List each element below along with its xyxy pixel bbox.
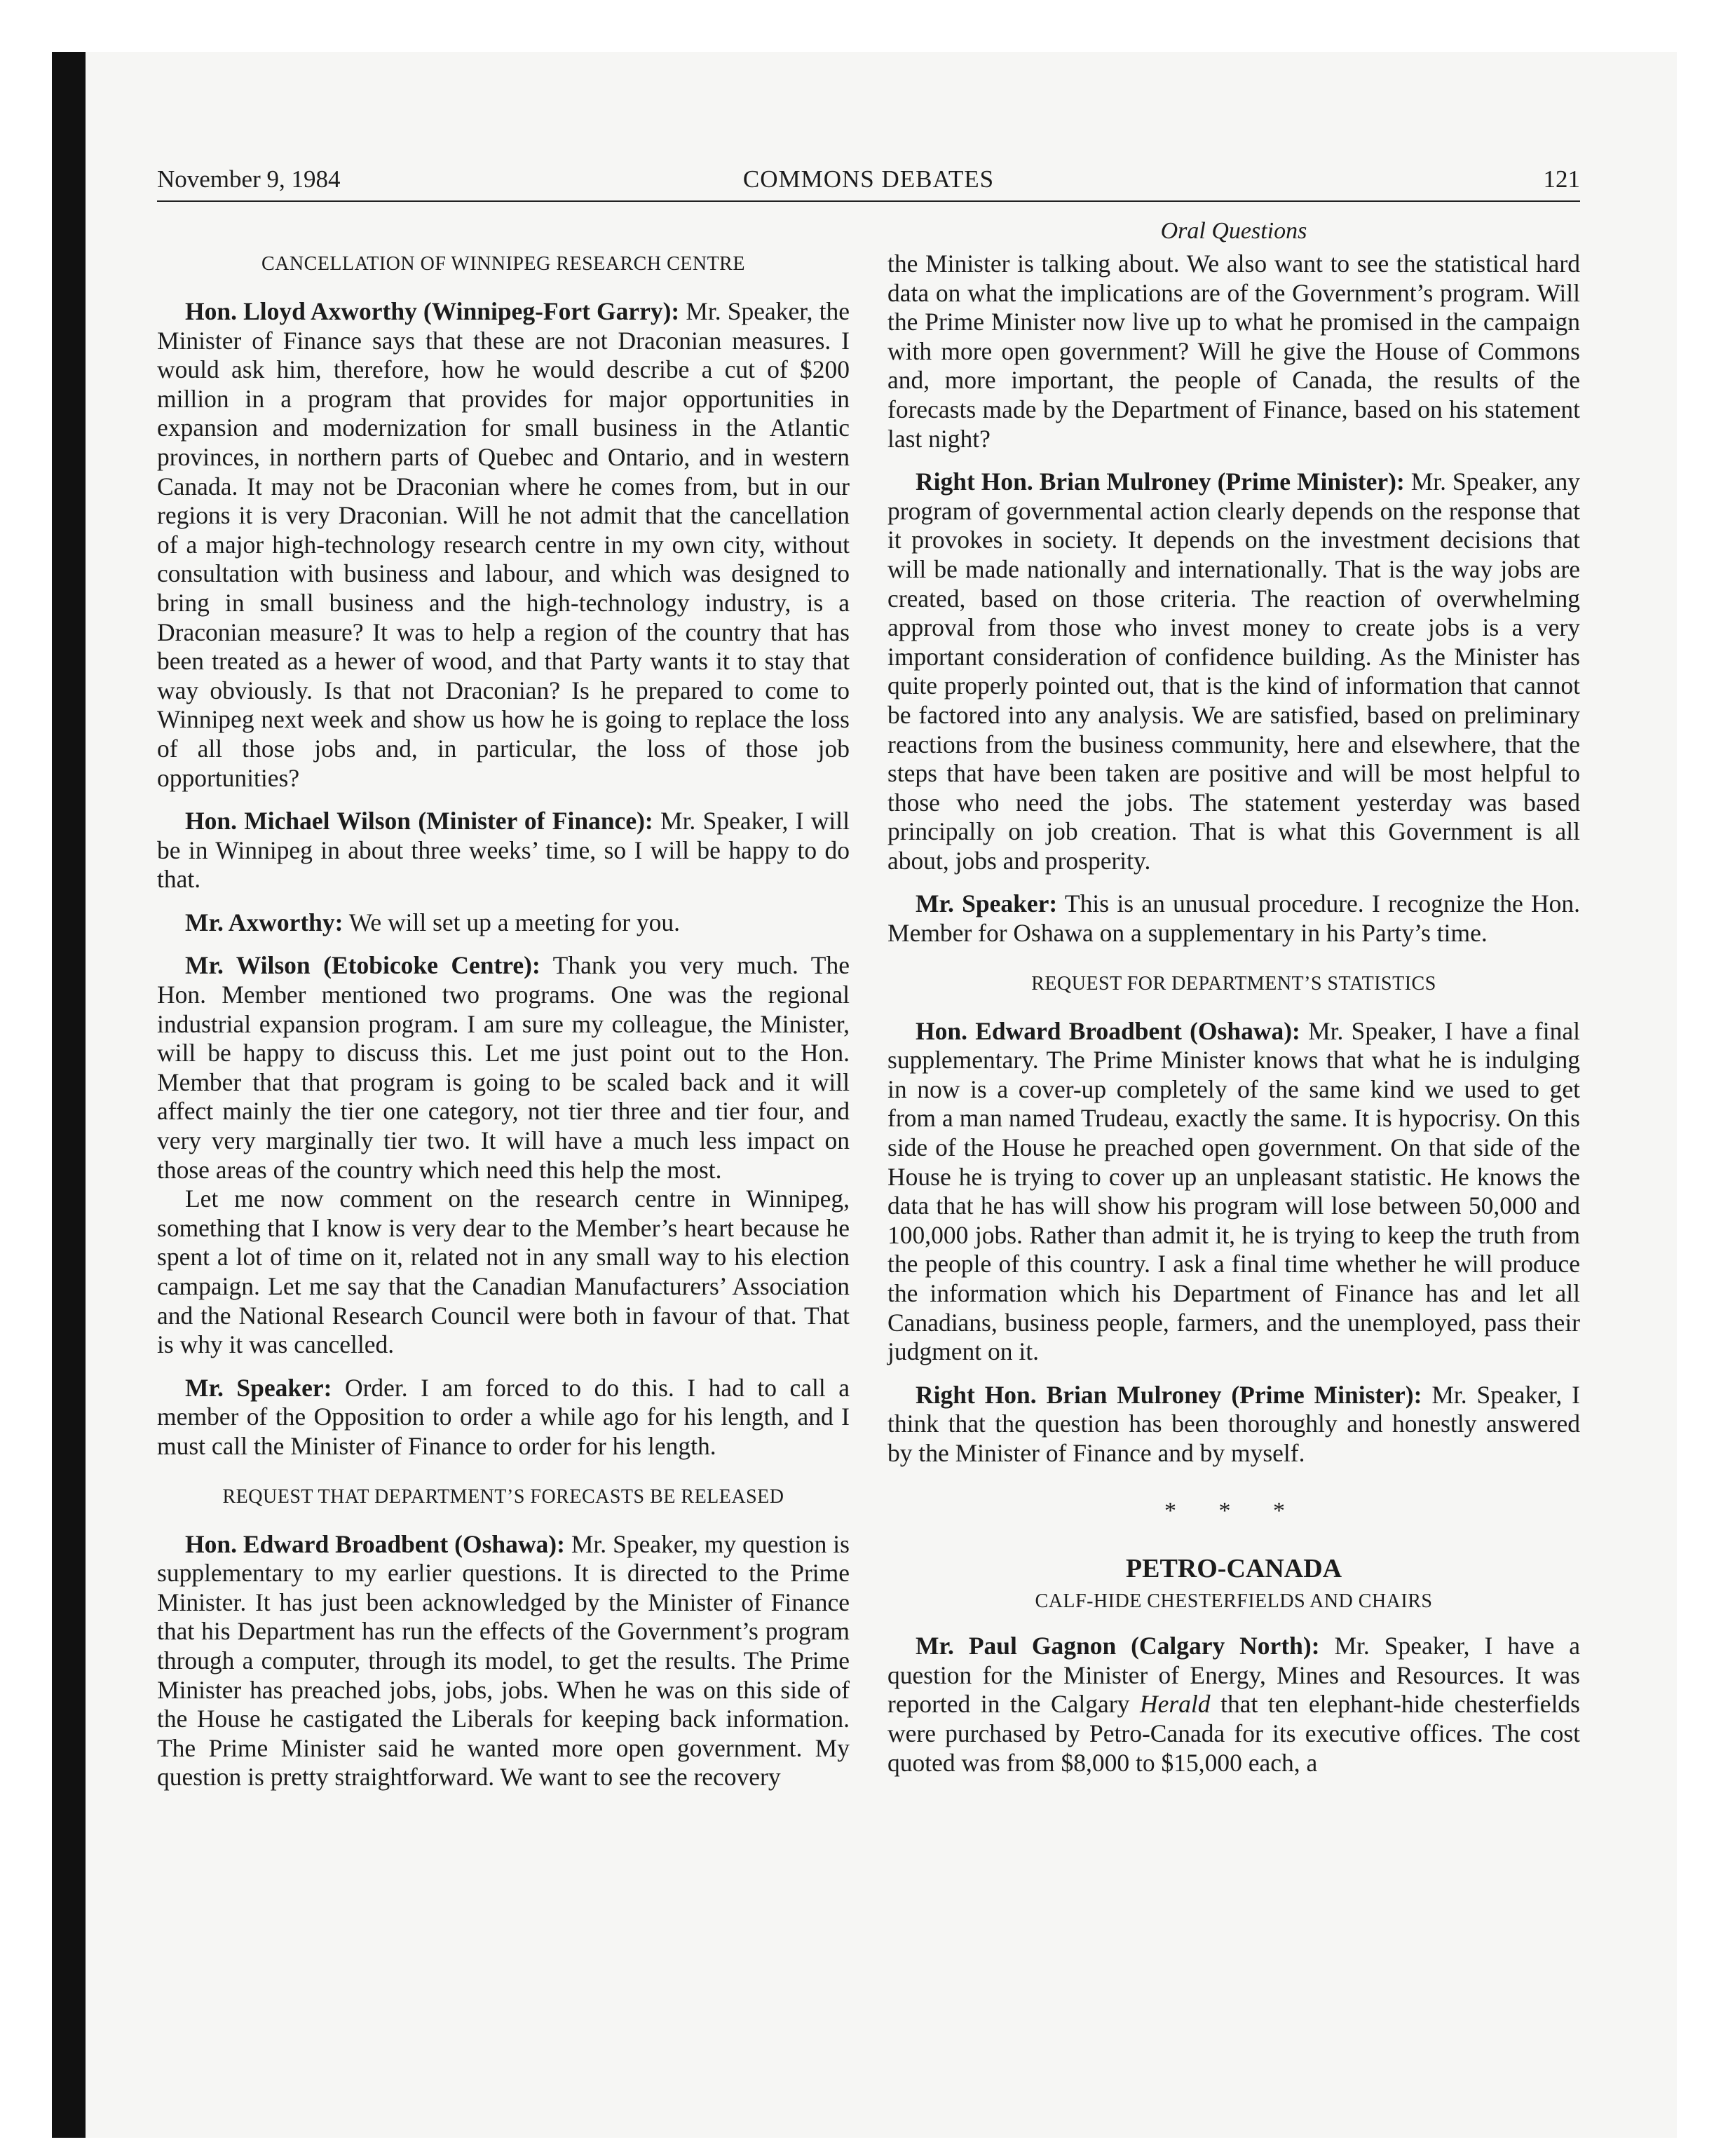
section-heading: REQUEST THAT DEPARTMENT’S FORECASTS BE RELEASED: [222, 1485, 784, 1508]
speech-text: Mr. Speaker, I will be in Winnipeg in about three weeks’ time, so I will be happy to do that.: [157, 807, 850, 894]
speech-text: Mr. Speaker, my question is supplementary to my earlier questions. It is directed to the Prime Minister. It has just been acknowledged by the Minister of Finance that his Department has run the effects of the Government’s program through a computer, through its model, to get the results. The Prime Minister has preached jobs, jobs, jobs. When he was on this side of the House he castigated the Liberals for keeping back information. The Prime Minister said he wanted more open government. My question is pretty straightforward. We want to see the recovery: [157, 1529, 850, 1792]
speech-paragraph: [887, 250, 1580, 453]
speech-paragraph: [887, 1017, 1580, 1367]
speaker-name: Mr. Paul Gagnon (Calgary North):: [916, 1632, 1320, 1660]
section-heading: CALF-HIDE CHESTERFIELDS AND CHAIRS: [1035, 1590, 1433, 1613]
section-heading: REQUEST FOR DEPARTMENT’S STATISTICS: [1031, 972, 1436, 995]
speech-text: Mr. Speaker, I have a question for the Minister of Energy, Mines and Resources. It was reported in the Calgary: [887, 1632, 1580, 1719]
running-head: Oral Questions: [1160, 218, 1307, 244]
speech-text: This is an unusual procedure. I recognize the Hon. Member for Oshawa on a supplementary in his Party’s time.: [887, 889, 1581, 948]
speech-paragraph: [157, 908, 850, 938]
speech-text: Order. I am forced to do this. I had to call a member of the Opposition to order a while ago for his length, and I must call the Minister of Finance to order for his length.: [157, 1373, 850, 1460]
page-number: 121: [1543, 165, 1580, 193]
speech-paragraph: [157, 1530, 850, 1792]
speech-paragraph: [157, 951, 850, 1185]
speaker-name: Mr. Speaker:: [916, 889, 1058, 918]
speaker-name: Mr. Axworthy:: [185, 908, 343, 936]
publication-name: Herald: [1139, 1690, 1211, 1719]
speaker-name: Right Hon. Brian Mulroney (Prime Minister):: [916, 468, 1405, 496]
header-title: COMMONS DEBATES: [742, 165, 995, 193]
speaker-name: Mr. Speaker:: [185, 1373, 332, 1402]
speech-paragraph: [887, 1632, 1580, 1778]
header-date: November 9, 1984: [157, 165, 341, 193]
speech-text: Mr. Speaker, I have a final supplementary. The Prime Minister knows that what he is indulging in now is a cover-up completely of the same kind we used to get from a man named Trudeau, exactly the same. It is hypocrisy. On this side of the House he preached open government. On that side of the House he is trying to cover up an unpleasant statistic. He knows the data that he has will show his program will lose between 50,000 and 100,000 jobs. Rather than admit it, he is trying to keep the truth from the people of this country. I ask a final time whether he will produce the information which his Department of Finance has and let all Canadians, business people, farmers, and the unemployed, pass their judgment on it.: [887, 1016, 1580, 1366]
speech-text: Let me now comment on the research centre in Winnipeg, something that I know is very dear to the Member’s heart because he spent a lot of time on it, related not in any small way to his election campaign. Let me say that the Canadian Manufacturers’ Association and the National Research Council were both in favour of that. That is why it was cancelled.: [157, 1185, 850, 1359]
right-column: [887, 217, 1580, 1778]
left-column: [157, 217, 850, 1792]
speech-text: Mr. Speaker, the Minister of Finance says that these are not Draconian measures. I would ask him, therefore, how he would describe a cut of $200 million in a program that provides for major opportunities in expansion and modernization for small business in the Atlantic provinces, in northern parts of Quebec and Ontario, and in western Canada. It may not be Draconian where he comes from, but in our regions it is very Draconian. Will he not admit that the cancellation of a major high-technology research centre in my own city, without consultation with business and labour, and which was designed to bring in small business and the high-technology industry, is a Draconian measure? It was to help a region of the country that has been treated as a hewer of wood, and that Party wants it to stay that way obviously. Is that not Draconian? Is he prepared to come to Winnipeg next week and show us how he is going to replace the loss of all those jobs and, in particular, the loss of those job opportunities?: [157, 297, 850, 792]
speech-paragraph: [157, 297, 850, 793]
section-heading: CANCELLATION OF WINNIPEG RESEARCH CENTRE: [261, 253, 745, 275]
speech-text: Thank you very much. The Hon. Member mentioned two programs. One was the regional industrial expansion program. I am sure my colleague, the Minister, will be happy to discuss this. Let me just point out to the Hon. Member that that program is going to be scaled back and it will affect mainly the tier one category, not tier three and tier four, and very very marginally tier two. It will have a much less impact on those areas of the country which need this help the most.: [157, 951, 850, 1184]
speaker-name: Hon. Michael Wilson (Minister of Finance):: [185, 807, 653, 835]
speech-paragraph: [157, 1185, 850, 1360]
speaker-name: Hon. Lloyd Axworthy (Winnipeg-Fort Garry):: [185, 297, 680, 325]
section-title: PETRO-CANADA: [1125, 1554, 1342, 1584]
speech-paragraph: [887, 889, 1580, 948]
speech-paragraph: [887, 1381, 1580, 1468]
speech-text: Mr. Speaker, I think that the question has been thoroughly and honestly answered by the Minister of Finance and by myself.: [887, 1380, 1580, 1467]
section-separator: * * *: [1164, 1497, 1303, 1524]
speech-paragraph: [157, 1374, 850, 1461]
scan-border: [52, 52, 86, 2138]
speaker-name: Hon. Edward Broadbent (Oshawa):: [916, 1016, 1300, 1045]
speaker-name: Hon. Edward Broadbent (Oshawa):: [185, 1529, 565, 1558]
speech-paragraph: [887, 468, 1580, 875]
speech-text: We will set up a meeting for you.: [343, 908, 681, 936]
speech-text: Mr. Speaker, any program of governmental action clearly depends on the response that it provokes in society. It depends on the investment decisions that will be made nationally and internationally. That is the way jobs are created, based on those criteria. The reaction of overwhelming approval from those who invest money to create jobs is a very important consideration of confidence building. As the Minister has quite properly pointed out, that is the kind of information that cannot be factored into any analysis. We are satisfied, based on preliminary reactions from the business community, here and elsewhere, that the steps that have been taken are positive and will be most helpful to those who need the jobs. The statement yesterday was based principally on job creation. That is what this Government is all about, jobs and prosperity.: [887, 468, 1580, 875]
speaker-name: Right Hon. Brian Mulroney (Prime Minister):: [916, 1380, 1422, 1409]
page-header: [157, 165, 1580, 202]
speech-text: the Minister is talking about. We also want to see the statistical hard data on what the implications are of the Government’s program. Will the Prime Minister now live up to what he promised in the campaign with more open government? Will he give the House of Commons and, more important, the people of Canada, the results of the forecasts made by the Department of Finance, based on his statement last night?: [887, 250, 1580, 453]
speaker-name: Mr. Wilson (Etobicoke Centre):: [185, 951, 540, 980]
speech-paragraph: [157, 807, 850, 894]
speech-text: that ten elephant-hide chesterfields were purchased by Petro-Canada for its executive offices. The cost quoted was from $8,000 to $15,000 each, a: [887, 1690, 1580, 1777]
